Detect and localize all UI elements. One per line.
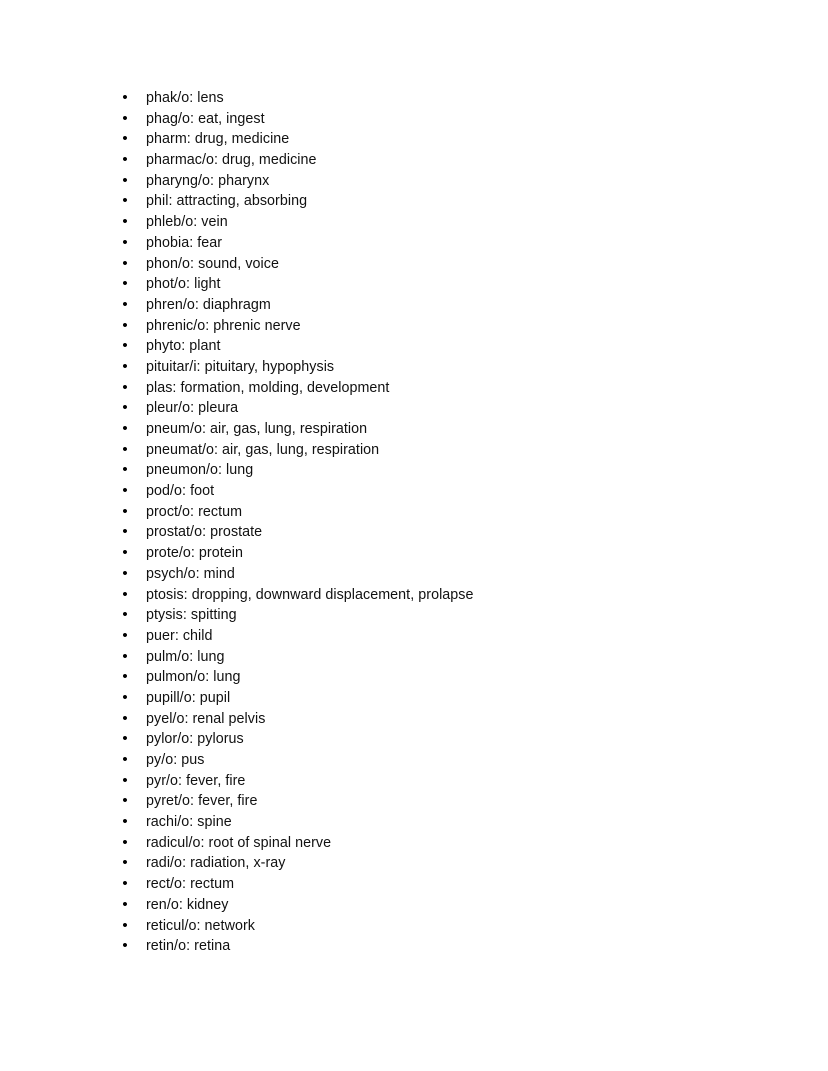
list-item-label: pyel/o: renal pelvis bbox=[146, 710, 266, 727]
list-item bbox=[0, 316, 828, 337]
list-item bbox=[0, 812, 828, 833]
list-item bbox=[0, 626, 828, 647]
list-item bbox=[0, 460, 828, 481]
bullet-icon: • bbox=[122, 233, 128, 251]
list-item-label: pulm/o: lung bbox=[146, 648, 225, 665]
bullet-icon: • bbox=[122, 440, 128, 458]
list-item-label: ren/o: kidney bbox=[146, 896, 229, 913]
list-item bbox=[0, 833, 828, 854]
bullet-icon: • bbox=[122, 854, 128, 872]
list-item-label: phil: attracting, absorbing bbox=[146, 193, 308, 210]
bullet-icon: • bbox=[122, 357, 128, 375]
list-item bbox=[0, 171, 828, 192]
list-item-label: retin/o: retina bbox=[146, 938, 231, 955]
list-item-label: phon/o: sound, voice bbox=[146, 255, 279, 272]
bullet-icon: • bbox=[122, 295, 128, 313]
list-item-label: py/o: pus bbox=[146, 752, 205, 768]
list-item bbox=[0, 936, 828, 957]
bullet-icon: • bbox=[122, 937, 128, 955]
bullet-icon: • bbox=[122, 668, 128, 686]
bullet-icon: • bbox=[122, 875, 128, 893]
bullet-icon: • bbox=[122, 916, 128, 934]
list-item-label: pharmac/o: drug, medicine bbox=[146, 152, 317, 169]
list-item-label: phren/o: diaphragm bbox=[146, 296, 271, 313]
bullet-icon: • bbox=[122, 585, 128, 603]
bullet-icon: • bbox=[122, 151, 128, 169]
list-item-label: ptysis: spitting bbox=[146, 607, 237, 624]
list-item-label: phag/o: eat, ingest bbox=[146, 110, 265, 127]
list-item bbox=[0, 916, 828, 937]
bullet-icon: • bbox=[122, 213, 128, 231]
list-item-label: pleur/o: pleura bbox=[146, 400, 239, 417]
list-item-label: rect/o: rectum bbox=[146, 876, 235, 893]
list-item-label: pyr/o: fever, fire bbox=[146, 772, 246, 789]
list-item bbox=[0, 150, 828, 171]
list-item-label: pharyng/o: pharynx bbox=[146, 172, 270, 189]
list-item bbox=[0, 853, 828, 874]
list-item bbox=[0, 771, 828, 792]
list-item bbox=[0, 895, 828, 916]
list-item bbox=[0, 378, 828, 399]
bullet-icon: • bbox=[122, 171, 128, 189]
list-item bbox=[0, 874, 828, 895]
list-item-label: ptosis: dropping, downward displacement, prolapse bbox=[146, 586, 474, 603]
list-item-label: pneumat/o: air, gas, lung, respiration bbox=[146, 441, 380, 458]
list-item bbox=[0, 129, 828, 150]
bullet-icon: • bbox=[122, 771, 128, 789]
list-item-label: pneumon/o: lung bbox=[146, 462, 254, 479]
bullet-icon: • bbox=[122, 751, 128, 768]
bullet-icon: • bbox=[122, 378, 128, 396]
bullet-icon: • bbox=[122, 730, 128, 748]
list-item-label: phak/o: lens bbox=[146, 90, 224, 106]
list-item-label: plas: formation, molding, development bbox=[146, 379, 390, 396]
list-item bbox=[0, 709, 828, 730]
list-item bbox=[0, 605, 828, 626]
document-body bbox=[0, 88, 828, 957]
list-item bbox=[0, 357, 828, 378]
bullet-icon: • bbox=[122, 792, 128, 810]
list-item-label: pituitar/i: pituitary, hypophysis bbox=[146, 358, 335, 375]
list-item bbox=[0, 274, 828, 295]
list-item-label: phot/o: light bbox=[146, 276, 221, 293]
bullet-icon: • bbox=[122, 564, 128, 582]
list-item bbox=[0, 440, 828, 461]
list-item-label: phleb/o: vein bbox=[146, 214, 228, 231]
list-item bbox=[0, 88, 828, 109]
list-item-label: phrenic/o: phrenic nerve bbox=[146, 317, 301, 334]
list-item bbox=[0, 398, 828, 419]
list-item-label: psych/o: mind bbox=[146, 565, 235, 582]
bullet-icon: • bbox=[122, 895, 128, 913]
list-item-label: rachi/o: spine bbox=[146, 814, 232, 831]
list-item bbox=[0, 295, 828, 316]
list-item-label: pyret/o: fever, fire bbox=[146, 793, 258, 810]
list-item-label: radicul/o: root of spinal nerve bbox=[146, 834, 332, 851]
bullet-icon: • bbox=[122, 813, 128, 831]
bullet-icon: • bbox=[122, 606, 128, 624]
list-item bbox=[0, 564, 828, 585]
list-item-label: prostat/o: prostate bbox=[146, 524, 263, 541]
list-item bbox=[0, 688, 828, 709]
bullet-icon: • bbox=[122, 482, 128, 500]
list-item-label: puer: child bbox=[146, 627, 213, 644]
list-item bbox=[0, 502, 828, 523]
bullet-icon: • bbox=[122, 316, 128, 334]
list-item-label: pneum/o: air, gas, lung, respiration bbox=[146, 421, 368, 437]
list-item bbox=[0, 336, 828, 357]
bullet-icon: • bbox=[122, 461, 128, 479]
bullet-icon: • bbox=[122, 109, 128, 127]
list-item bbox=[0, 729, 828, 750]
list-item bbox=[0, 543, 828, 564]
bullet-icon: • bbox=[122, 688, 128, 706]
list-item-label: reticul/o: network bbox=[146, 917, 255, 934]
bullet-icon: • bbox=[122, 709, 128, 727]
list-item-label: pulmon/o: lung bbox=[146, 669, 241, 686]
list-item bbox=[0, 109, 828, 130]
list-item bbox=[0, 233, 828, 254]
list-item bbox=[0, 254, 828, 275]
bullet-icon: • bbox=[122, 420, 128, 437]
bullet-icon: • bbox=[122, 399, 128, 417]
list-item bbox=[0, 585, 828, 606]
list-item-label: pylor/o: pylorus bbox=[146, 731, 244, 748]
list-item bbox=[0, 750, 828, 771]
bullet-icon: • bbox=[122, 833, 128, 851]
bullet-icon: • bbox=[122, 254, 128, 272]
bullet-icon: • bbox=[122, 647, 128, 665]
medical-terms-list bbox=[0, 88, 828, 957]
bullet-icon: • bbox=[122, 337, 128, 355]
list-item-label: prote/o: protein bbox=[146, 545, 243, 562]
bullet-icon: • bbox=[122, 275, 128, 293]
bullet-icon: • bbox=[122, 502, 128, 520]
list-item bbox=[0, 212, 828, 233]
list-item bbox=[0, 419, 828, 440]
list-item bbox=[0, 791, 828, 812]
bullet-icon: • bbox=[122, 192, 128, 210]
list-item-label: proct/o: rectum bbox=[146, 503, 243, 520]
list-item-label: phyto: plant bbox=[146, 338, 221, 355]
list-item bbox=[0, 667, 828, 688]
list-item bbox=[0, 191, 828, 212]
list-item bbox=[0, 481, 828, 502]
bullet-icon: • bbox=[122, 523, 128, 541]
list-item-label: pharm: drug, medicine bbox=[146, 131, 290, 148]
bullet-icon: • bbox=[122, 626, 128, 644]
list-item bbox=[0, 647, 828, 668]
bullet-icon: • bbox=[122, 89, 128, 106]
bullet-icon: • bbox=[122, 130, 128, 148]
list-item bbox=[0, 522, 828, 543]
list-item-label: pupill/o: pupil bbox=[146, 689, 231, 706]
list-item-label: pod/o: foot bbox=[146, 483, 215, 500]
bullet-icon: • bbox=[122, 544, 128, 562]
list-item-label: radi/o: radiation, x-ray bbox=[146, 855, 286, 872]
list-item-label: phobia: fear bbox=[146, 234, 223, 251]
